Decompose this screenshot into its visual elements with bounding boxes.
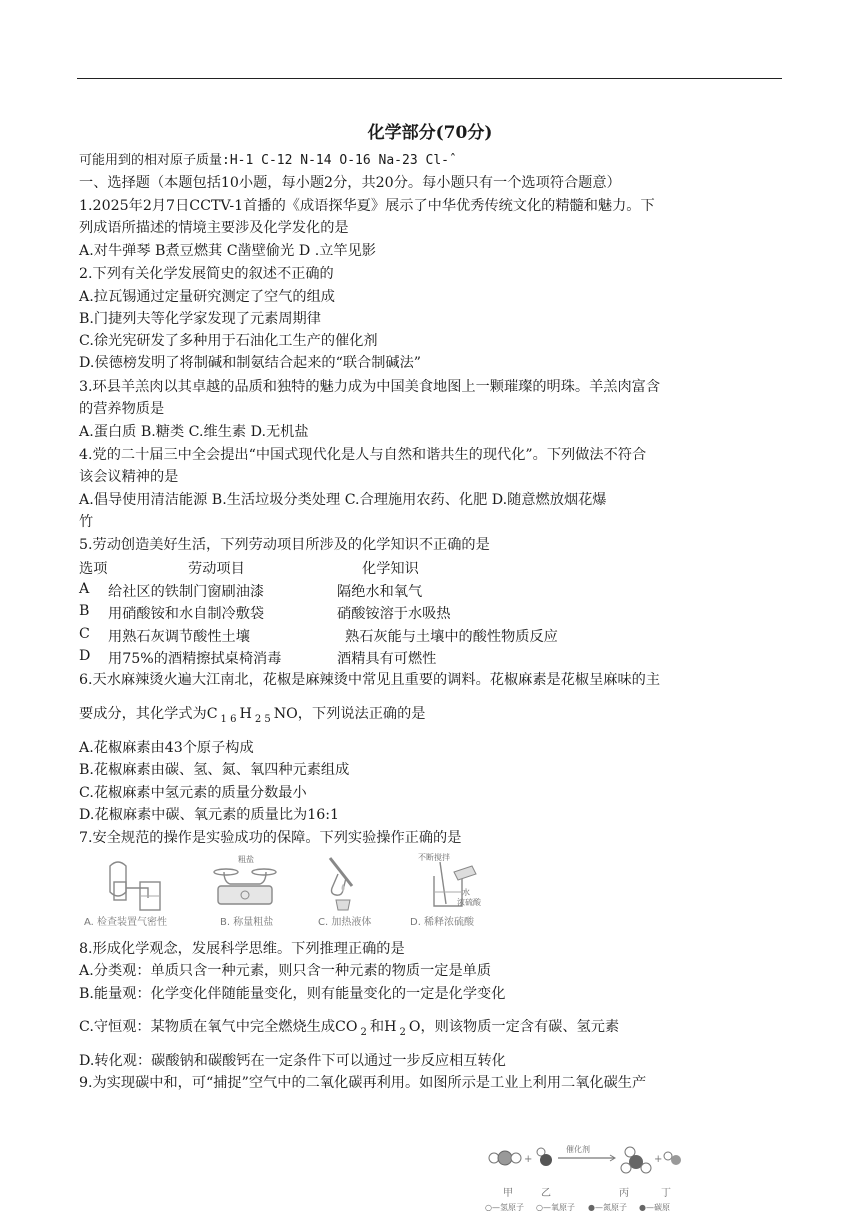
q6-h-symbol: H [239,706,252,722]
q8-c-subscript-2: 2 [399,1027,406,1038]
q1-stem-line2: 列成语所描述的情境主要涉及化学发化的是 [79,220,349,236]
q7-label-salt: 粗盐 [238,855,254,864]
q5-stem: 5.劳动创造美好生活，下列劳动项目所涉及的化学知识不正确的是 [79,537,490,553]
q6-formula-pre: 要成分，其化学式为C [79,706,218,722]
q2-option-d: D.侯德榜发明了将制碱和制氨结合起来的“联合制碱法” [79,355,422,371]
q5-row-d-option: D [79,648,91,664]
q5-row-c-project: 用熟石灰调节酸性土壤 [108,629,250,645]
q5-header-knowledge: 化学知识 [362,561,419,577]
q8-c-subscript-1: 2 [360,1027,367,1038]
q7-caption-b: B. 称量粗盐 [220,917,274,928]
q1-options: A.对牛弹琴 B煮豆燃萁 C凿壁偷光 D .立竿见影 [79,243,376,259]
q8-c-post: O，则该物质一定含有碳、氢元素 [408,1019,620,1035]
q5-row-c-knowledge: 熟石灰能与土壤中的酸性物质反应 [345,629,558,645]
q5-row-d-knowledge: 酒精具有可燃性 [337,651,437,667]
q7-caption-c: C. 加热液体 [318,917,372,928]
airtightness-apparatus-icon [80,852,195,914]
q3-stem-line1: 3.环县羊羔肉以其卓越的品质和独特的魅力成为中国美食地图上一颗璀璨的明珠。羊羔肉富含 [79,379,661,395]
q6-stem-line1: 6.天水麻辣烫火遍大江南北，花椒是麻辣烫中常见且重要的调料。花椒麻素是花椒呈麻味的主 [79,672,661,688]
q6-option-c: C.花椒麻素中氢元素的质量分数最小 [79,785,307,801]
q5-row-a-knowledge: 隔绝水和氧气 [337,584,423,600]
q4-options-line2: 竹 [79,514,94,530]
q4-options-line1: A.倡导使用清洁能源 B.生活垃圾分类处理 C.合理施用农药、化肥 D.随意燃放烟花爆 [79,492,607,508]
q5-row-b-option: B [79,603,90,619]
q5-row-b-knowledge: 硝酸铵溶于水吸热 [337,606,451,622]
section-title: 化学部分(70分) [367,123,493,143]
q9-legend-nitrogen: ●—氮原子 [588,1203,627,1212]
q8-option-b: B.能量观：化学变化伴随能量变化，则有能量变化的一定是化学变化 [79,986,506,1002]
q6-formula-line [79,705,425,725]
q2-option-a: A.拉瓦锡通过定量研究测定了空气的组成 [79,289,335,305]
q4-stem-line1: 4.党的二十届三中全会提出“中国式现代化是人与自然和谐共生的现代化”。下列做法不符合 [79,447,647,463]
q4-stem-line2: 该会议精神的是 [79,469,179,485]
q8-option-c [79,1018,619,1038]
q5-header-project: 劳动项目 [188,561,245,577]
q6-option-b: B.花椒麻素由碳、氢、氮、氧四种元素组成 [79,762,350,778]
top-rule [77,78,782,79]
q5-row-d-project: 用75%的酒精擦拭桌椅消毒 [108,651,282,667]
q9-name-yi: 乙 [541,1188,551,1199]
q7-label-water: 水 [462,888,470,897]
q6-formula-post: NO，下列说法正确的是 [273,706,426,722]
q8-option-a: A.分类观：单质只含一种元素，则只含一种元素的物质一定是单质 [79,963,492,979]
test-tube-heating-icon [318,852,363,914]
q9-stem: 9.为实现碳中和，可“捕捉”空气中的二氧化碳再利用。如图所示是工业上利用二氧化碳生产 [79,1075,647,1091]
q7-stem: 7.安全规范的操作是实验成功的保障。下列实验操作正确的是 [79,830,462,846]
q8-c-pre: C.守恒观：某物质在氧气中完全燃烧生成CO [79,1019,358,1035]
q6-h-subscript: 2 5 [254,714,271,725]
section-heading: 一、选择题（本题包括10小题，每小题2分，共20分。每小题只有一个选项符合题意） [79,175,621,191]
q9-name-jia: 甲 [503,1188,513,1199]
q7-label-stir: 不断搅拌 [418,853,450,862]
q3-stem-line2: 的营养物质是 [79,401,165,417]
q7-caption-a: A. 检查装置气密性 [84,917,168,928]
atomic-masses: 可能用到的相对原子质量:H-1 C-12 N-14 O-16 Na-23 Cl-ˆ [79,153,457,168]
q9-name-bing: 丙 [619,1188,629,1199]
q9-legend-carbon: ●—碳原 [639,1203,670,1212]
q8-option-d: D.转化观：碳酸钠和碳酸钙在一定条件下可以通过一步反应相互转化 [79,1053,506,1069]
q6-option-d: D.花椒麻素中碳、氧元素的质量比为16:1 [79,807,340,823]
q1-stem-line1: 1.2025年2月7日CCTV-1首播的《成语探华夏》展示了中华优秀传统文化的精髓和魅力。下 [79,198,655,214]
q9-legend-hydrogen: ○—氢原子 [485,1203,524,1212]
q6-c-subscript: 1 6 [220,714,237,725]
q5-row-c-option: C [79,626,90,642]
q5-header-option: 选项 [79,561,108,577]
svg-text:+: + [654,1154,663,1165]
q9-legend-oxygen: ○—氧原子 [536,1203,575,1212]
q5-row-a-option: A [79,581,90,597]
q8-c-mid: 和H [369,1019,397,1035]
q7-caption-d: D. 稀释浓硫酸 [410,917,475,928]
q5-row-a-project: 给社区的铁制门窗刷油漆 [108,584,265,600]
q6-option-a: A.花椒麻素由43个原子构成 [79,740,254,756]
q2-option-c: C.徐光宪研发了多种用于石油化工生产的催化剂 [79,333,378,349]
q2-stem: 2.下列有关化学发展简史的叙述不正确的 [79,266,334,282]
q9-catalyst-label: 催化剂 [566,1145,590,1154]
q5-row-b-project: 用硝酸铵和水自制冷敷袋 [108,606,265,622]
q9-name-ding: 丁 [661,1188,671,1199]
q2-option-b: B.门捷列夫等化学家发现了元素周期律 [79,311,321,327]
q7-label-acid: 浓硫酸 [457,898,481,907]
q3-options: A.蛋白质 B.糖类 C.维生素 D.无机盐 [79,424,309,440]
q8-stem: 8.形成化学观念，发展科学思维。下列推理正确的是 [79,941,405,957]
svg-text:+: + [524,1154,533,1165]
